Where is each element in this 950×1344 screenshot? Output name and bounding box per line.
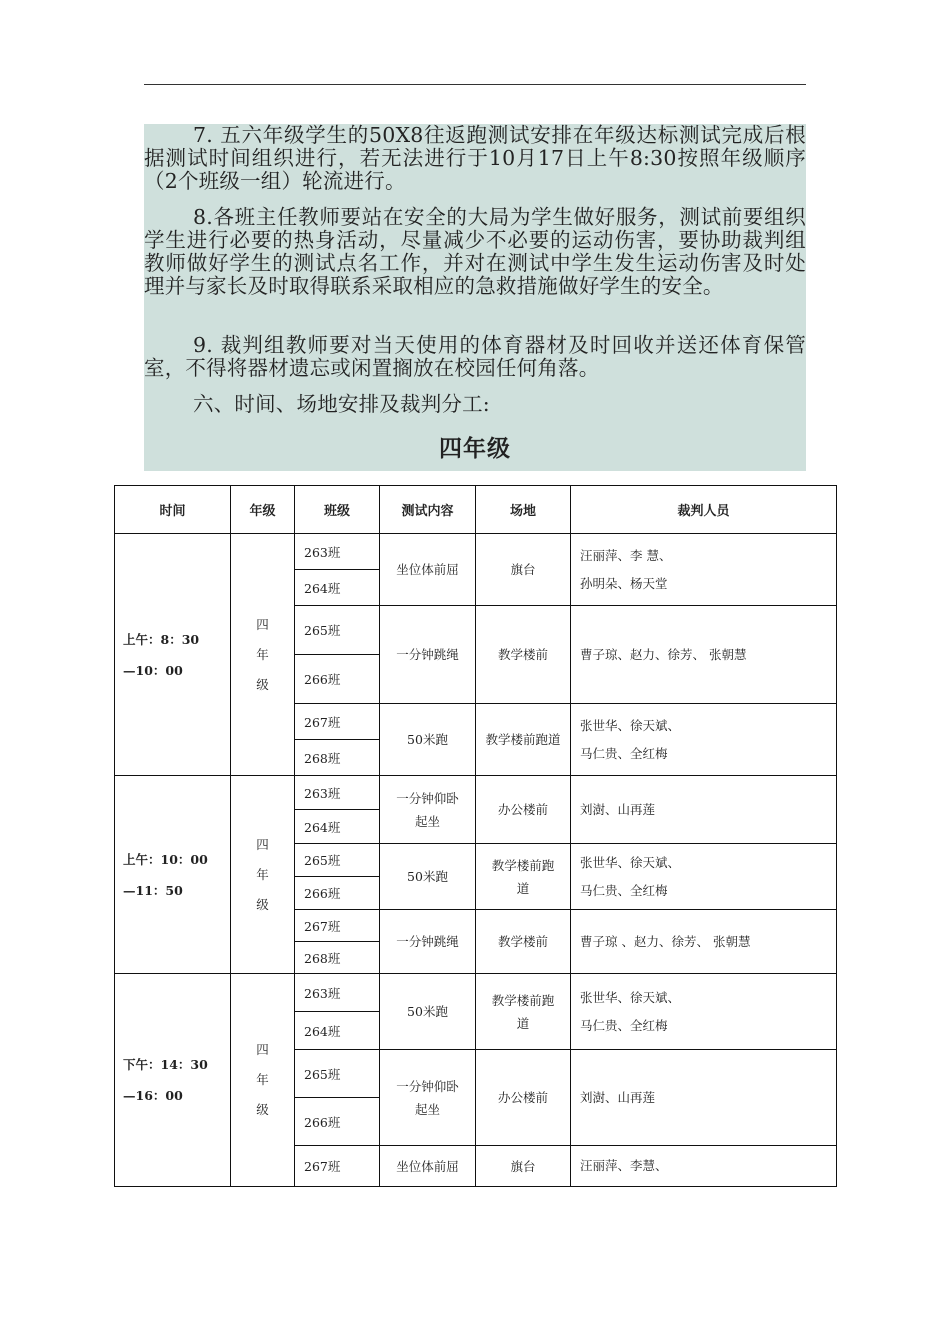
time-end: —10：00 bbox=[123, 662, 183, 678]
class-cell: 264班 bbox=[295, 810, 380, 844]
referee-cell bbox=[571, 844, 837, 910]
referee-line: 刘澍、山再莲 bbox=[580, 1089, 656, 1105]
time-end: —11：50 bbox=[123, 882, 183, 898]
time-end: —16：00 bbox=[123, 1088, 183, 1103]
content-cell: 一分钟跳绳 bbox=[380, 606, 476, 704]
class-cell: 267班 bbox=[295, 1146, 380, 1187]
referee-line: 张世华、徐天斌、 bbox=[580, 989, 681, 1005]
grade-char: 年 bbox=[256, 866, 269, 882]
referee-line: 汪丽萍、李慧、 bbox=[580, 1158, 668, 1173]
header-class: 班级 bbox=[295, 486, 380, 534]
class-cell: 265班 bbox=[295, 844, 380, 877]
header-time: 时间 bbox=[115, 486, 231, 534]
header-content: 测试内容 bbox=[380, 486, 476, 534]
class-cell: 263班 bbox=[295, 974, 380, 1012]
paragraph-7: 7. 五六年级学生的50X8往返跑测试安排在年级达标测试完成后根据测试时间组织进行，若无法进行于10月17日上午8:30按照年级顺序（2个班级一组）轮流进行。 bbox=[144, 123, 806, 193]
referee-line: 孙明朵、杨天堂 bbox=[580, 575, 668, 591]
referee-line: 曹子琼、赵力、徐芳、 张朝慧 bbox=[580, 646, 747, 662]
venue-cell: 教学楼前跑道 bbox=[476, 844, 571, 910]
referee-line: 曹子琼 、赵力、徐芳、 张朝慧 bbox=[580, 933, 751, 949]
referee-line: 汪丽萍、李 慧、 bbox=[580, 547, 672, 563]
grade-cell bbox=[231, 974, 295, 1187]
referee-line: 刘澍、山再莲 bbox=[580, 801, 656, 817]
referee-line: 马仁贵、全红梅 bbox=[580, 882, 668, 898]
venue-cell: 旗台 bbox=[476, 534, 571, 606]
class-cell: 263班 bbox=[295, 534, 380, 570]
class-cell: 264班 bbox=[295, 570, 380, 606]
class-cell: 266班 bbox=[295, 877, 380, 910]
paragraph-9: 9. 裁判组教师要对当天使用的体育器材及时回收并送还体育保管室，不得将器材遗忘或闲置搁放在校园任何角落。 bbox=[144, 333, 806, 380]
referee-cell bbox=[571, 534, 837, 606]
venue-cell: 办公楼前 bbox=[476, 1050, 571, 1146]
class-cell: 265班 bbox=[295, 1050, 380, 1098]
venue-cell: 教学楼前 bbox=[476, 910, 571, 974]
section-six-heading: 六、时间、场地安排及裁判分工: bbox=[193, 392, 490, 416]
content-cell: 50米跑 bbox=[380, 704, 476, 776]
venue-cell: 办公楼前 bbox=[476, 776, 571, 844]
time-start: 上午：10：00 bbox=[123, 851, 208, 867]
grade-char: 四 bbox=[256, 836, 269, 852]
referee-line: 马仁贵、全红梅 bbox=[580, 745, 668, 761]
referee-line: 张世华、徐天斌、 bbox=[580, 717, 681, 733]
grade-char: 四 bbox=[256, 616, 269, 632]
grade-char: 级 bbox=[256, 1102, 269, 1117]
content-cell: 坐位体前屈 bbox=[380, 534, 476, 606]
header-referee: 裁判人员 bbox=[571, 486, 837, 534]
time-cell bbox=[115, 534, 231, 776]
referee-line: 张世华、徐天斌、 bbox=[580, 854, 681, 870]
referee-cell bbox=[571, 776, 837, 844]
class-cell: 266班 bbox=[295, 1098, 380, 1146]
grade-cell bbox=[231, 776, 295, 974]
class-cell: 268班 bbox=[295, 942, 380, 974]
grade-char: 四 bbox=[256, 1042, 269, 1057]
referee-cell bbox=[571, 974, 837, 1050]
grade-cell bbox=[231, 534, 295, 776]
class-cell: 263班 bbox=[295, 776, 380, 810]
class-cell: 267班 bbox=[295, 704, 380, 740]
header-grade: 年级 bbox=[231, 486, 295, 534]
class-cell: 266班 bbox=[295, 655, 380, 704]
content-cell: 一分钟仰卧起坐 bbox=[380, 776, 476, 844]
referee-cell bbox=[571, 910, 837, 974]
grade-char: 年 bbox=[256, 1072, 269, 1087]
content-cell: 一分钟跳绳 bbox=[380, 910, 476, 974]
header-venue: 场地 bbox=[476, 486, 571, 534]
time-cell bbox=[115, 974, 231, 1187]
grade-char: 级 bbox=[256, 676, 269, 692]
time-start: 下午：14：30 bbox=[123, 1057, 208, 1072]
paragraph-8: 8.各班主任教师要站在安全的大局为学生做好服务，测试前要组织学生进行必要的热身活动，尽量减少不必要的运动伤害，要协助裁判组教师做好学生的测试点名工作，并对在测试中学生发生运动伤害及时处理并与家长及时取得联系采取相应的急救措施做好学生的安全。 bbox=[144, 205, 806, 298]
grade-char: 年 bbox=[256, 646, 269, 662]
table-row bbox=[115, 534, 837, 570]
class-cell: 267班 bbox=[295, 910, 380, 942]
grade-heading: 四年级 bbox=[439, 435, 511, 462]
content-cell: 坐位体前屈 bbox=[380, 1146, 476, 1187]
referee-cell bbox=[571, 606, 837, 704]
table-header-row bbox=[115, 486, 837, 534]
venue-cell: 教学楼前跑道 bbox=[476, 974, 571, 1050]
time-cell bbox=[115, 776, 231, 974]
header-rule bbox=[144, 84, 806, 85]
time-start: 上午：8：30 bbox=[123, 631, 200, 647]
table-row bbox=[115, 776, 837, 810]
class-cell: 268班 bbox=[295, 740, 380, 776]
grade-char: 级 bbox=[256, 896, 269, 912]
content-cell: 一分钟仰卧起坐 bbox=[380, 1050, 476, 1146]
class-cell: 264班 bbox=[295, 1012, 380, 1050]
schedule-table bbox=[114, 485, 837, 1187]
venue-cell: 教学楼前跑道 bbox=[476, 704, 571, 776]
referee-cell bbox=[571, 1146, 837, 1187]
content-cell: 50米跑 bbox=[380, 974, 476, 1050]
referee-line: 马仁贵、全红梅 bbox=[580, 1017, 668, 1033]
content-cell: 50米跑 bbox=[380, 844, 476, 910]
venue-cell: 教学楼前 bbox=[476, 606, 571, 704]
referee-cell bbox=[571, 1050, 837, 1146]
class-cell: 265班 bbox=[295, 606, 380, 655]
referee-cell bbox=[571, 704, 837, 776]
table-row bbox=[115, 974, 837, 1012]
venue-cell: 旗台 bbox=[476, 1146, 571, 1187]
